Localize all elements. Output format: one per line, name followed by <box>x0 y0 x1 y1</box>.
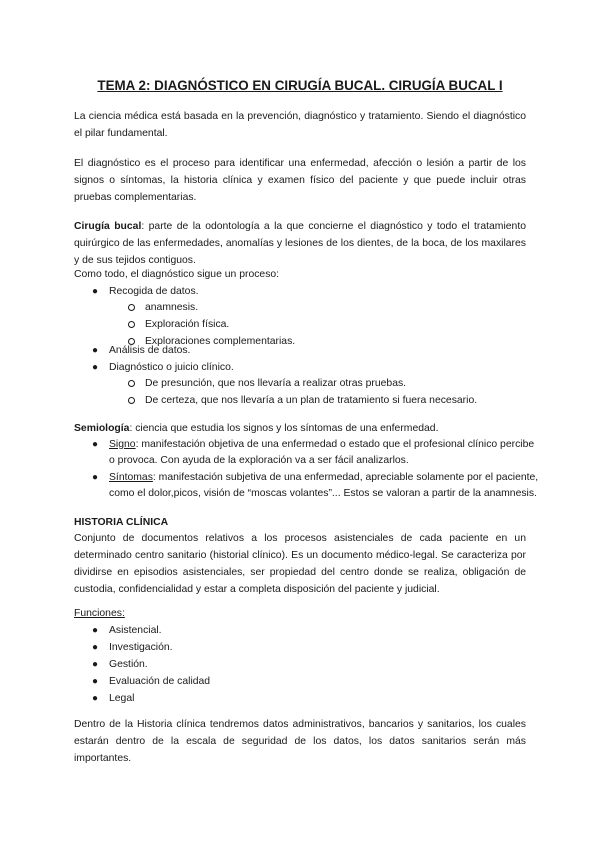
sintomas-term: Síntomas <box>109 472 153 483</box>
list-item: anamnesis. <box>145 302 199 313</box>
bullet-icon: ● <box>92 693 99 704</box>
bullet-icon: ● <box>92 345 99 356</box>
sintomas-text: : manifestación subjetiva de una enfermedad, apreciable solamente por el paciente, <box>152 472 539 483</box>
list-item: Evaluación de calidad <box>109 676 211 687</box>
signo-term: Signo <box>109 439 136 450</box>
list-item: Análisis de datos. <box>109 345 191 356</box>
list-item: Investigación. <box>109 642 173 653</box>
list-item: De certeza, que nos llevaría a un plan de tratamiento si fuera necesario. <box>145 395 478 406</box>
page-title: TEMA 2: DIAGNÓSTICO EN CIRUGÍA BUCAL. CIRUGÍA BUCAL I <box>97 78 503 93</box>
bullet-icon: ● <box>92 676 99 687</box>
bullet-icon: ● <box>92 286 99 297</box>
circle-bullet-icon <box>128 304 135 311</box>
list-item: Recogida de datos. <box>109 286 199 297</box>
signo-text: : manifestación objetiva de una enfermedad o estado que el profesional clínico percibe <box>135 439 535 450</box>
list-item: Asistencial. <box>109 625 162 636</box>
circle-bullet-icon <box>128 380 135 387</box>
semiologia-line <box>74 420 438 437</box>
list-item: De presunción, que nos llevaría a realizar otras pruebas. <box>145 378 407 389</box>
closing-paragraph: Dentro de la Historia clínica tendremos datos administrativos, bancarios y sanitarios, los cuales estarán dentro de la escala de seguridad de los datos, los datos sanitarios serán más importantes. <box>74 719 526 764</box>
funciones-heading: Funciones: <box>74 608 125 619</box>
bullet-icon: ● <box>92 642 99 653</box>
circle-bullet-icon <box>128 321 135 328</box>
bullet-icon: ● <box>92 439 99 450</box>
list-item: Exploración física. <box>145 319 230 330</box>
diagnostico-definition: El diagnóstico es el proceso para identificar una enfermedad, afección o lesión a partir de los signos o síntomas, la historia clínica y examen físico del paciente y que puede incluir otras pruebas complementarias. <box>74 158 526 203</box>
list-item: Diagnóstico o juicio clínico. <box>109 362 234 373</box>
intro-paragraph: La ciencia médica está basada en la prevención, diagnóstico y tratamiento. Siendo el diagnóstico el pilar fundamental. <box>74 111 526 139</box>
semiologia-term: Semiología <box>74 423 130 434</box>
proceso-intro: Como todo, el diagnóstico sigue un proceso: <box>74 269 280 280</box>
sintomas-text-cont: como el dolor,picos, visión de “moscas volantes”... Estos se valoran a partir de la anamnesis. <box>109 488 537 499</box>
sintomas-line <box>109 469 538 486</box>
cirugia-paragraph <box>74 218 526 269</box>
historia-heading: HISTORIA CLÍNICA <box>74 517 169 528</box>
signo-line <box>109 436 534 453</box>
circle-bullet-icon <box>128 397 135 404</box>
signo-text-cont: o provoca. Con ayuda de la exploración va a ser fácil analizarlos. <box>109 455 409 466</box>
cirugia-term: Cirugía bucal <box>74 221 142 232</box>
bullet-icon: ● <box>92 625 99 636</box>
list-item: Gestión. <box>109 659 148 670</box>
bullet-icon: ● <box>92 472 99 483</box>
list-item: Exploraciones complementarias. <box>145 336 296 347</box>
historia-paragraph: Conjunto de documentos relativos a los procesos asistenciales de cada paciente en un determinado centro sanitario (historial clínico). Es un documento médico-legal. Se caracteriza por dividirse en episodios asistenciales, ser propiedad del centro donde se realiza, obligación de custodia, confidencialidad y estar a completa disposición del paciente y judicial. <box>74 533 526 595</box>
list-item: Legal <box>109 693 135 704</box>
bullet-icon: ● <box>92 362 99 373</box>
semiologia-text: : ciencia que estudia los signos y los síntomas de una enfermedad. <box>129 423 439 434</box>
cirugia-text: : parte de la odontología a la que concierne el diagnóstico y todo el tratamiento quirúrgico de las enfermedades, anomalías y lesiones de los dientes, de la boca, de los maxilares y de sus tejidos contiguos. <box>74 221 526 266</box>
bullet-icon: ● <box>92 659 99 670</box>
